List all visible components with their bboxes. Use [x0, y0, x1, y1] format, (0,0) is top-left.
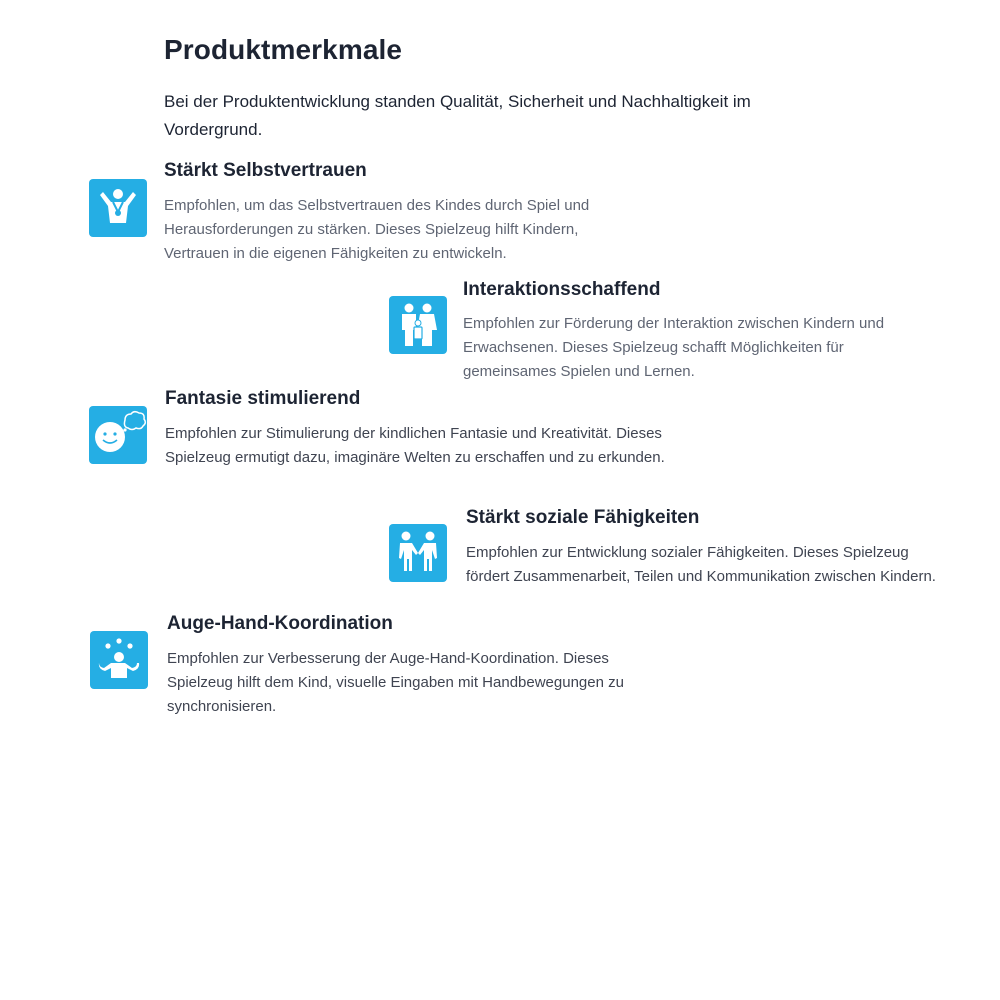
feature-text: Empfohlen zur Entwicklung sozialer Fähigkeiten. Dieses Spielzeug fördert Zusammenarbeit, Teilen und Kommunikation zwischen Kindern. [466, 544, 936, 585]
smiley-thought-icon [89, 406, 147, 464]
feature-text: Empfohlen zur Verbesserung der Auge-Hand-Koordination. Dieses Spielzeug hilft dem Kind, visuelle Eingaben mit Handbewegungen zu synchronisieren. [167, 650, 624, 715]
feature-text: Empfohlen zur Förderung der Interaktion zwischen Kindern und Erwachsenen. Dieses Spielzeug schafft Möglichkeiten für gemeinsames Spielen und Lernen. [463, 315, 885, 380]
feature-text: Empfohlen, um das Selbstvertrauen des Kindes durch Spiel und Herausforderungen zu stärken. Dieses Spielzeug hilft Kindern, Vertrauen in die eigenen Fähigkeiten zu entwickeln. [164, 197, 590, 262]
feature-title: Auge-Hand-Koordination [167, 613, 393, 634]
juggling-icon [90, 631, 148, 689]
feature-title: Stärkt soziale Fähigkeiten [466, 507, 700, 528]
medal-child-icon [89, 179, 147, 237]
feature-title: Interaktionsschaffend [463, 279, 661, 300]
feature-title: Stärkt Selbstvertrauen [164, 160, 367, 181]
feature-title: Fantasie stimulierend [165, 388, 361, 409]
family-icon [389, 296, 447, 354]
handshake-people-icon [389, 524, 447, 582]
feature-text: Empfohlen zur Stimulierung der kindlichen Fantasie und Kreativität. Dieses Spielzeug ermutigt dazu, imaginäre Welten zu erschaffen und zu erkunden. [165, 425, 665, 466]
page-intro: Bei der Produktentwicklung standen Qualität, Sicherheit und Nachhaltigkeit im Vordergrund. [164, 92, 751, 139]
page-title: Produktmerkmale [164, 34, 403, 65]
